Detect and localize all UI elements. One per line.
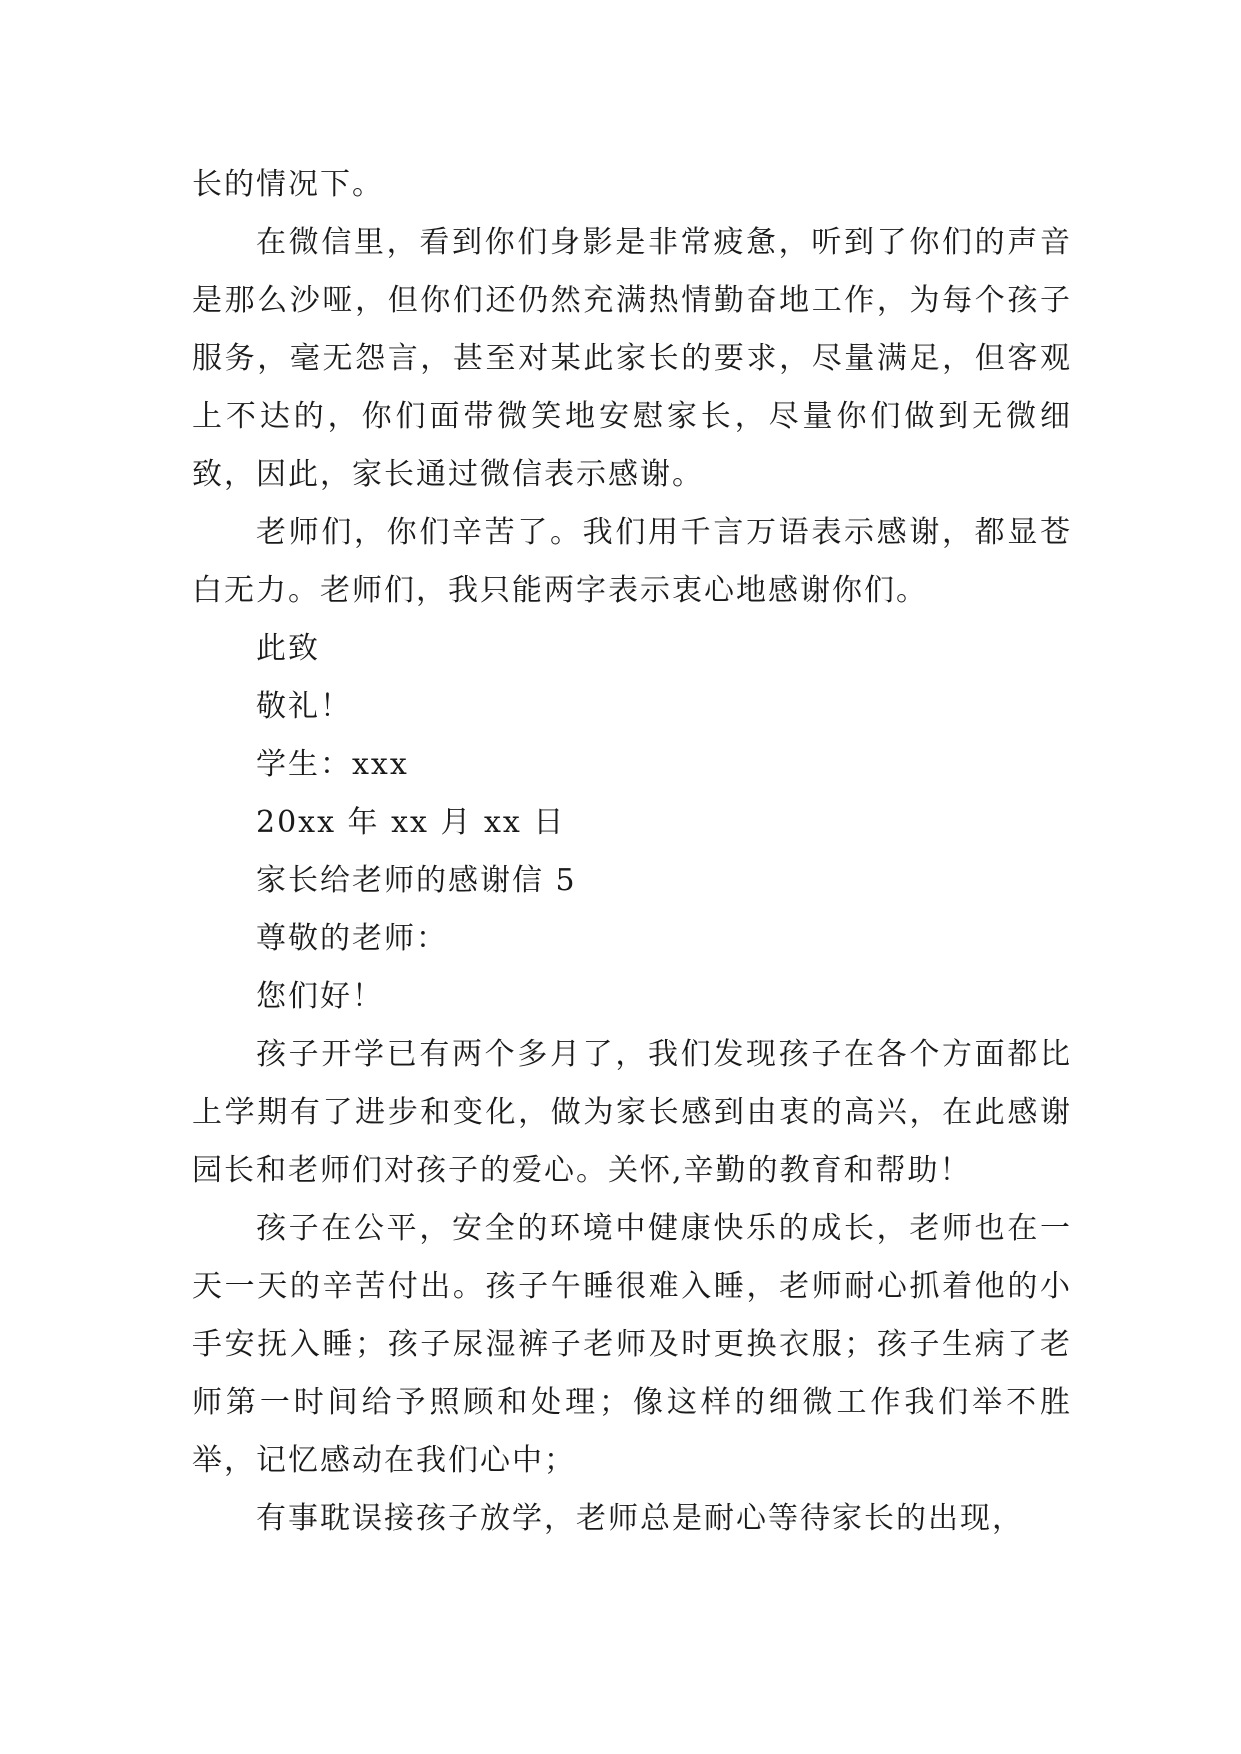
date-line: 20xx 年 xx 月 xx 日 (256, 805, 566, 840)
paragraph: 有事耽误接孩子放学，老师总是耐心等待家长的出现， (256, 1501, 1024, 1536)
paragraph: 长的情况下。 (192, 167, 384, 202)
closing-regards: 敬礼！ (256, 689, 352, 724)
paragraph: 孩子开学已有两个多月了，我们发现孩子在各个方面都比上学期有了进步和变化，做为家长感到由衷的高兴，在此感谢园长和老师们对孩子的爱心。关怀,辛勤的教育和帮助！ (192, 1037, 1072, 1188)
document-body (192, 156, 1072, 1548)
paragraph: 孩子在公平，安全的环境中健康快乐的成长，老师也在一天一天的辛苦付出。孩子午睡很难入睡，老师耐心抓着他的小手安抚入睡；孩子尿湿裤子老师及时更换衣服；孩子生病了老师第一时间给予照顾和处理；像这样的细微工作我们举不胜举，记忆感动在我们心中； (192, 1211, 1072, 1478)
greeting-hello: 您们好！ (256, 979, 384, 1014)
closing-salutation: 此致 (256, 631, 320, 666)
paragraph: 老师们，你们辛苦了。我们用千言万语表示感谢，都显苍白无力。老师们，我只能两字表示衷心地感谢你们。 (192, 515, 1072, 608)
paragraph: 在微信里，看到你们身影是非常疲惫，听到了你们的声音是那么沙哑，但你们还仍然充满热情勤奋地工作，为每个孩子服务，毫无怨言，甚至对某此家长的要求，尽量满足，但客观上不达的，你们面带微笑地安慰家长，尽量你们做到无微细致，因此，家长通过微信表示感谢。 (192, 225, 1072, 492)
greeting: 尊敬的老师： (256, 921, 448, 956)
letter-title: 家长给老师的感谢信 5 (256, 863, 577, 898)
signature: 学生：xxx (256, 747, 409, 782)
